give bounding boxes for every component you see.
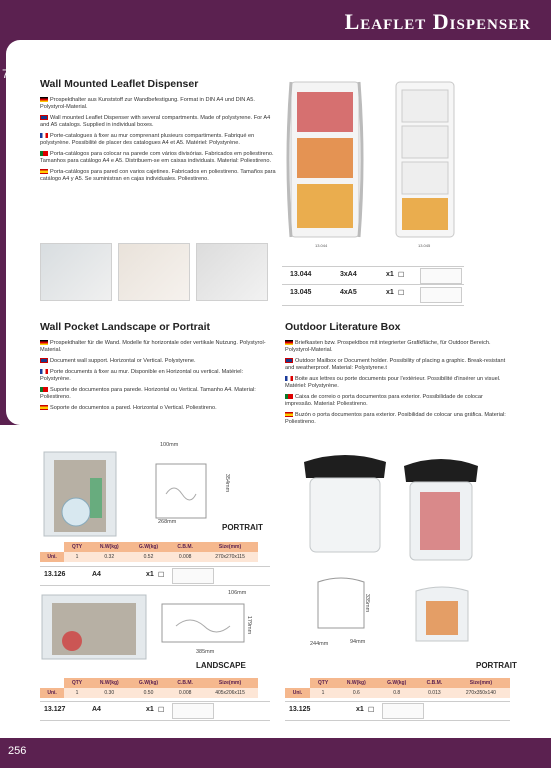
desc-fr: Porte-catalogues à fixer au mur comprenant plusieurs compartiments. Fabriqué en polystyrène. Possibilité de placer des catalogues A4 et A5. Matériel: Polystyrène. [40, 133, 255, 146]
td-nw: 0.32 [90, 552, 129, 562]
outdoor-box-wall-image [412, 585, 472, 647]
size-3xa4: 3xA4 [340, 271, 357, 278]
th-cbm: C.B.M. [417, 678, 452, 688]
box-icon: ☐ [398, 290, 405, 297]
caption-13045: 13.045 [418, 243, 431, 248]
td-uni: Uni. [285, 688, 310, 698]
french-flag-icon [285, 376, 293, 381]
box-icon: ☐ [158, 707, 165, 714]
swatch-13126 [172, 568, 214, 584]
qty-13126: x1 [146, 571, 154, 578]
page-header [0, 0, 551, 40]
td-cbm: 0.013 [417, 688, 452, 698]
th-cbm: C.B.M. [168, 678, 202, 688]
uk-flag-icon [285, 358, 293, 363]
th-size: Size(mm) [452, 678, 510, 688]
th-gw: G.W(kg) [129, 542, 168, 552]
landscape-pocket-drawing [158, 598, 248, 648]
french-flag-icon [40, 369, 48, 374]
th-qty: QTY [64, 542, 90, 552]
uk-flag-icon [40, 115, 48, 120]
dim-106mm: 106mm [228, 590, 247, 596]
detail-photo-hand [118, 243, 190, 301]
dim-354mm: 354mm [224, 473, 231, 493]
th-cbm: C.B.M. [168, 542, 202, 552]
spanish-flag-icon [40, 405, 48, 410]
td-uni: Uni. [40, 552, 64, 562]
spanish-flag-icon [285, 412, 293, 417]
qty-13045: x1 [386, 289, 394, 296]
dim-244mm: 244mm [310, 641, 329, 647]
desc-uk: Document wall support. Horizontal or Vertical. Polystyrene. [50, 358, 196, 364]
desc-es: Soporte de documentos a pared. Horizontal o Vertical. Poliestireno. [50, 405, 217, 411]
th-qty: QTY [310, 678, 336, 688]
outdoor-portrait-label: PORTRAIT [476, 661, 517, 670]
td-size: 270x270x115 [202, 552, 258, 562]
spanish-flag-icon [40, 169, 48, 174]
th-size: Size(mm) [202, 678, 258, 688]
landscape-spec-table [40, 678, 258, 698]
outdoor-box-open-image [396, 452, 486, 562]
swatch-13044 [420, 268, 462, 284]
qty-13125: x1 [356, 706, 364, 713]
wall-pocket-title: Wall Pocket Landscape or Portrait [40, 321, 210, 333]
portrait-spec-table [40, 542, 258, 562]
desc-de: Briefkasten bzw. Prospektbox mit integrierter Grafikfläche, für Outdoor Bereich. Polystyrol-Material. [285, 340, 491, 353]
dim-335mm: 335mm [364, 593, 371, 613]
th-gw: G.W(kg) [129, 678, 168, 688]
desc-es: Buzón o porta documentos para exterior. Posibilidad de colocar una gráfica. Material: Poliestireno. [285, 412, 506, 425]
desc-fr: Porte documents à fixer au mur. Disponible en Horizontal ou vertical. Matériel: Polystyrène. [40, 369, 244, 382]
german-flag-icon [285, 340, 293, 345]
td-gw: 0.8 [376, 688, 417, 698]
td-cbm: 0.008 [168, 688, 202, 698]
th-nw: N.W(kg) [90, 678, 129, 688]
dispenser-3xa4-image [285, 80, 365, 245]
chapter-tab-number: 7 [2, 67, 9, 81]
box-icon: ☐ [368, 707, 375, 714]
side-tab-inner [6, 40, 32, 425]
code-13044: 13.044 [290, 271, 312, 278]
wall-pocket-description [40, 340, 270, 416]
landscape-code-row [40, 701, 270, 721]
dim-100mm: 100mm [160, 442, 179, 448]
wall-mounted-description [40, 97, 280, 187]
portuguese-flag-icon [40, 387, 48, 392]
desc-pt: Caixa de correio o porta documentos para exterior. Possibilidade de colocar impressão. Material: Poliestireno. [285, 394, 483, 407]
size-4xa5: 4xA5 [340, 289, 357, 296]
th-size: Size(mm) [202, 542, 258, 552]
td-size: 405x206x115 [202, 688, 258, 698]
swatch-13125 [382, 703, 424, 719]
german-flag-icon [40, 340, 48, 345]
td-qty: 1 [64, 688, 90, 698]
dim-179mm: 179mm [246, 615, 253, 635]
portrait-pocket-drawing [150, 460, 212, 522]
desc-de: Prospekthalter für die Wand. Modelle für horizontale oder vertikale Nutzung. Polystyrol-Material. [40, 340, 266, 353]
swatch-13045 [420, 287, 462, 303]
landscape-label: LANDSCAPE [196, 661, 246, 670]
outdoor-spec-table [285, 678, 510, 698]
portuguese-flag-icon [40, 151, 48, 156]
code-13126: 13.126 [44, 571, 66, 578]
page-title: Leaflet Dispenser [344, 9, 531, 34]
german-flag-icon [40, 97, 48, 102]
td-gw: 0.50 [129, 688, 168, 698]
desc-pt: Porta-catálogos para colocar na parede com vários divisórias. Fabricados em poliestireno. Tamanhos para catálogo A4 e A5. Distribuem-se em caixas individuais. Material: Poliestireno. [40, 151, 274, 164]
dispenser-4xa5-image [390, 80, 460, 245]
desc-pt: Suporte de documentos para parede. Horizontal ou Vertical. Tamanho A4. Material: Poliestireno. [40, 387, 256, 400]
td-size: 270x350x140 [452, 688, 510, 698]
outdoor-title: Outdoor Literature Box [285, 321, 401, 333]
size-a4: A4 [92, 571, 101, 578]
dim-94mm: 94mm [350, 639, 366, 645]
outdoor-box-image [300, 452, 390, 556]
code-13045: 13.045 [290, 289, 312, 296]
code-13125: 13.125 [289, 706, 311, 713]
td-nw: 0.6 [336, 688, 376, 698]
th-nw: N.W(kg) [336, 678, 376, 688]
td-gw: 0.52 [129, 552, 168, 562]
portrait-label: PORTRAIT [222, 523, 263, 532]
desc-fr: Boite aux lettres ou porte documents pour l'extérieur. Possibilité d'insérer un visuel. Matériel: Polystyrène. [285, 376, 501, 389]
page-footer [0, 738, 551, 768]
td-nw: 0.30 [90, 688, 129, 698]
code-table-divider [282, 284, 464, 285]
dim-268mm: 268mm [158, 519, 177, 525]
portuguese-flag-icon [285, 394, 293, 399]
desc-de: Prospekthalter aus Kunststoff zur Wandbefestigung. Format in DIN A4 und DIN A5. Polystyrol-Material. [40, 97, 255, 110]
outdoor-box-drawing [312, 574, 370, 636]
uk-flag-icon [40, 358, 48, 363]
code-13127: 13.127 [44, 706, 66, 713]
qty-13044: x1 [386, 271, 394, 278]
size-a4: A4 [92, 706, 101, 713]
portrait-pocket-image [40, 448, 120, 540]
outdoor-description [285, 340, 510, 430]
caption-13044: 13.044 [315, 243, 328, 248]
box-icon: ☐ [398, 272, 405, 279]
qty-13127: x1 [146, 706, 154, 713]
landscape-pocket-image [40, 593, 148, 661]
td-qty: 1 [64, 552, 90, 562]
detail-photo-fixing [196, 243, 268, 301]
portrait-code-row [40, 566, 270, 586]
french-flag-icon [40, 133, 48, 138]
td-cbm: 0.008 [168, 552, 202, 562]
swatch-13127 [172, 703, 214, 719]
desc-uk: Outdoor Mailbox or Document holder. Possibility of placing a graphic. Break-resistant and weatherproof. Material: Polystyrene.t [285, 358, 506, 371]
desc-es: Porta-catálogos para pared con varios cajetines. Fabricados en poliestireno. Tamaños para catálogo A4 y A5. Se suministran en cajas individuales. Poliestireno. [40, 169, 276, 182]
th-nw: N.W(kg) [90, 542, 129, 552]
th-gw: G.W(kg) [376, 678, 417, 688]
th-qty: QTY [64, 678, 90, 688]
detail-photo-wall [40, 243, 112, 301]
wall-mounted-title: Wall Mounted Leaflet Dispenser [40, 78, 199, 90]
td-uni: Uni. [40, 688, 64, 698]
box-icon: ☐ [158, 572, 165, 579]
page-number: 256 [8, 745, 27, 757]
desc-uk: Wall mounted Leaflet Dispenser with several compartments. Made of polystyrene. For A4 and A5 catalogs. Supplied in individual boxes. [40, 115, 271, 128]
dim-385mm: 385mm [196, 649, 215, 655]
td-qty: 1 [310, 688, 336, 698]
